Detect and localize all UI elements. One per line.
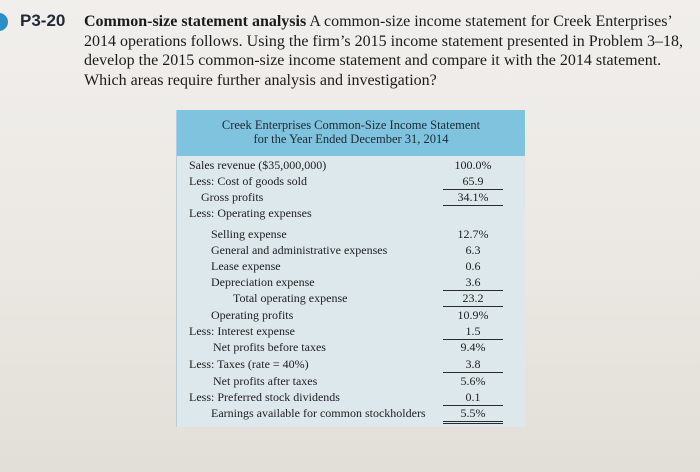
row-label: Depreciation expense [211, 275, 315, 289]
row-label: Less: Taxes (rate = 40%) [189, 357, 309, 371]
table-header [177, 110, 525, 156]
row-label: Selling expense [211, 227, 287, 241]
problem-lead: Common-size statement analysis [84, 13, 307, 30]
row-value: 0.6 [465, 259, 481, 273]
problem-number: P3-20 [20, 11, 66, 30]
row-value: 3.8 [443, 357, 503, 373]
row-value: 5.6% [460, 374, 486, 388]
common-size-income-statement [176, 110, 525, 427]
table-row [177, 357, 525, 372]
row-label: Net profits after taxes [213, 374, 318, 388]
row-label: Gross profits [201, 190, 264, 204]
row-label: General and administrative expenses [211, 243, 388, 257]
row-value: 1.5 [443, 324, 503, 340]
table-row [177, 243, 525, 258]
row-value: 23.2 [443, 291, 503, 307]
table-row [177, 206, 525, 221]
row-label: Sales revenue ($35,000,000) [189, 158, 327, 172]
row-value: 5.5% [443, 406, 503, 424]
row-value: 9.4% [460, 340, 486, 354]
table-row [177, 324, 525, 339]
row-label: Total operating expense [233, 291, 348, 305]
row-label: Less: Preferred stock dividends [189, 390, 340, 404]
table-row [177, 174, 525, 189]
row-label: Less: Interest expense [189, 324, 295, 338]
row-value: 65.9 [443, 174, 503, 190]
problem-body: A common-size income statement for Creek Enterprises’ 2014 operations follows. Using the firm’s 2015 income statement presented in Problem 3–18, develop the 2015 common-size income statement and compare it with the 2014 statement. Which areas require further analysis and investigation? [84, 13, 684, 89]
row-value: 34.1% [443, 190, 503, 206]
row-label: Lease expense [211, 259, 281, 273]
row-label: Earnings available for common stockholders [211, 406, 426, 420]
table-row [177, 291, 525, 306]
table-row [177, 158, 525, 173]
problem-statement [84, 12, 684, 90]
table-row [177, 406, 525, 421]
row-value: 10.9% [457, 308, 489, 322]
table-title: Creek Enterprises Common-Size Income Statement [221, 118, 481, 132]
row-label: Less: Cost of goods sold [189, 174, 308, 188]
row-label: Operating profits [211, 308, 294, 322]
table-row [177, 259, 525, 274]
table-row [177, 374, 525, 389]
table-row [177, 390, 525, 405]
table-row [177, 308, 525, 323]
section-marker [0, 13, 8, 31]
table-row [177, 227, 525, 242]
row-value: 0.1 [443, 390, 503, 406]
table-row [177, 190, 525, 205]
row-label: Net profits before taxes [213, 340, 326, 354]
table-row [177, 275, 525, 290]
row-label: Less: Operating expenses [189, 206, 312, 220]
row-value: 3.6 [443, 275, 503, 291]
table-row [177, 340, 525, 355]
row-value: 6.3 [465, 243, 481, 257]
table-subtitle: for the Year Ended December 31, 2014 [253, 132, 449, 146]
row-value: 12.7% [457, 227, 489, 241]
row-value: 100.0% [454, 158, 492, 172]
